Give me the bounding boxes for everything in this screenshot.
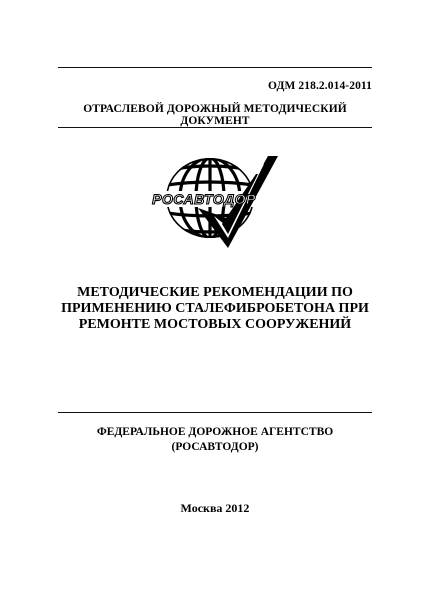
agency-line: (РОСАВТОДОР) (171, 441, 259, 453)
agency-name (40, 425, 390, 455)
title-line: РЕМОНТЕ МОСТОВЫХ СООРУЖЕНИЙ (78, 317, 352, 332)
svg-text:РОСАВТОДОР: РОСАВТОДОР (152, 191, 256, 207)
top-rule (58, 67, 372, 68)
document-title (40, 285, 390, 333)
header-rule (58, 127, 372, 128)
title-line: ПРИМЕНЕНИЮ СТАЛЕФИБРОБЕТОНА ПРИ (61, 301, 369, 316)
rosavtodor-logo-icon (140, 150, 290, 250)
document-code: ОДМ 218.2.014-2011 (267, 80, 372, 92)
city-year: Москва 2012 (180, 501, 250, 515)
document-type: ОТРАСЛЕВОЙ ДОРОЖНЫЙ МЕТОДИЧЕСКИЙ ДОКУМЕНТ (83, 103, 347, 127)
footer-rule (58, 412, 372, 413)
agency-line: ФЕДЕРАЛЬНОЕ ДОРОЖНОЕ АГЕНТСТВО (96, 426, 334, 438)
title-line: МЕТОДИЧЕСКИЕ РЕКОМЕНДАЦИИ ПО (77, 285, 353, 300)
